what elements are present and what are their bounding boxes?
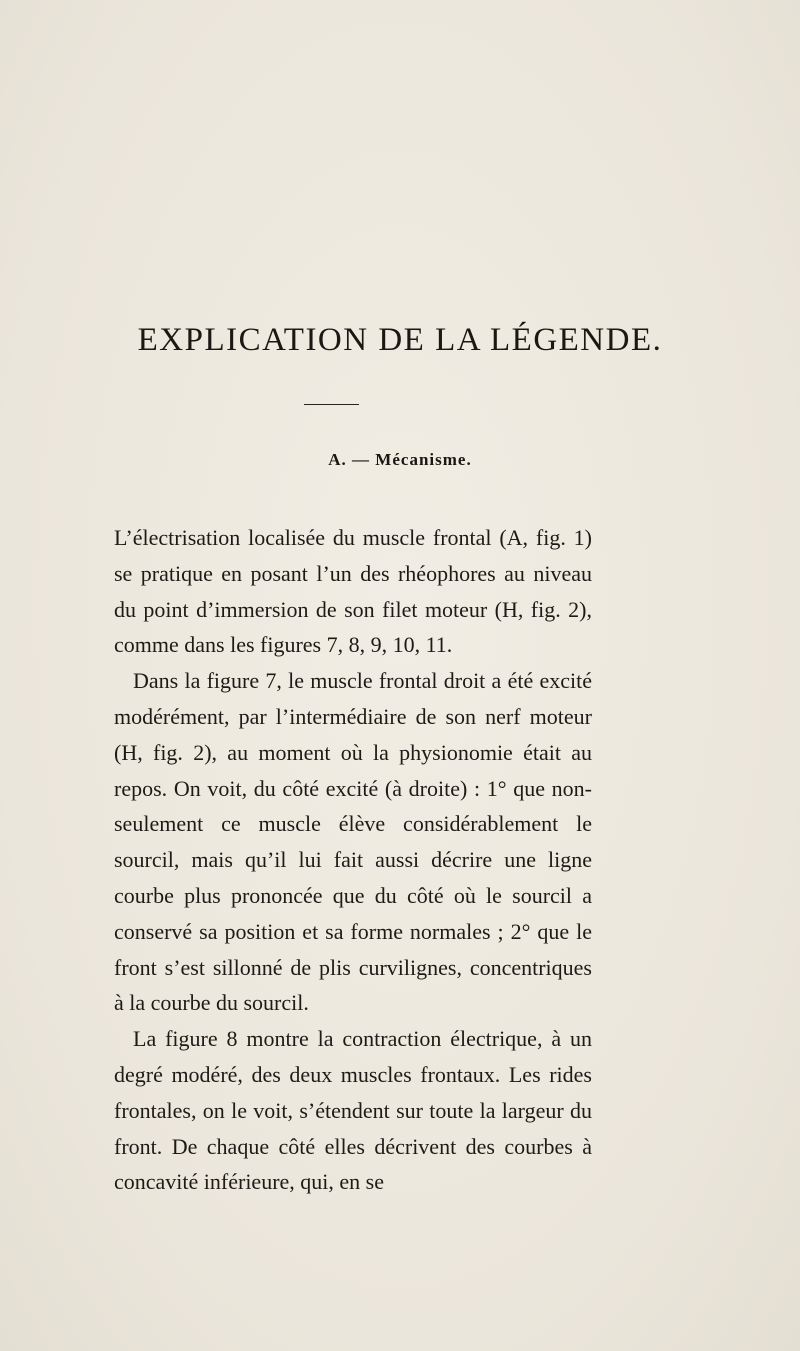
section-heading: A. — Mécanisme.	[328, 450, 472, 469]
paragraph-3: La figure 8 montre la contraction électrique, à un degré modéré, des deux muscles frontaux. Les rides frontales, on le voit, s’étendent sur toute la largeur du front. De chaque côté elles décrivent des courbes à concavité inférieure, qui, en se	[114, 1026, 592, 1195]
body-text	[114, 520, 592, 1200]
paragraph-1: L’électrisation localisée du muscle frontal (A, fig. 1) se pratique en posant l’un des rhéophores au niveau du point d’immersion de son filet moteur (H, fig. 2), comme dans les figures 7, 8, 9, 10, 11.	[114, 525, 592, 658]
title-divider	[304, 404, 359, 405]
paragraph-2: Dans la figure 7, le muscle frontal droit a été excité modérément, par l’intermédiaire de son nerf moteur (H, fig. 2), au moment où la physionomie était au repos. On voit, du côté excité (à droite) : 1° que non-seulement ce muscle élève considérablement le sourcil, mais qu’il lui fait aussi décrire une ligne courbe plus prononcée que du côté où le sourcil a conservé sa position et sa forme normales ; 2° que le front s’est sillonné de plis curvilignes, concentriques à la courbe du sourcil.	[114, 668, 592, 1016]
page-title: EXPLICATION DE LA LÉGENDE.	[137, 322, 663, 358]
